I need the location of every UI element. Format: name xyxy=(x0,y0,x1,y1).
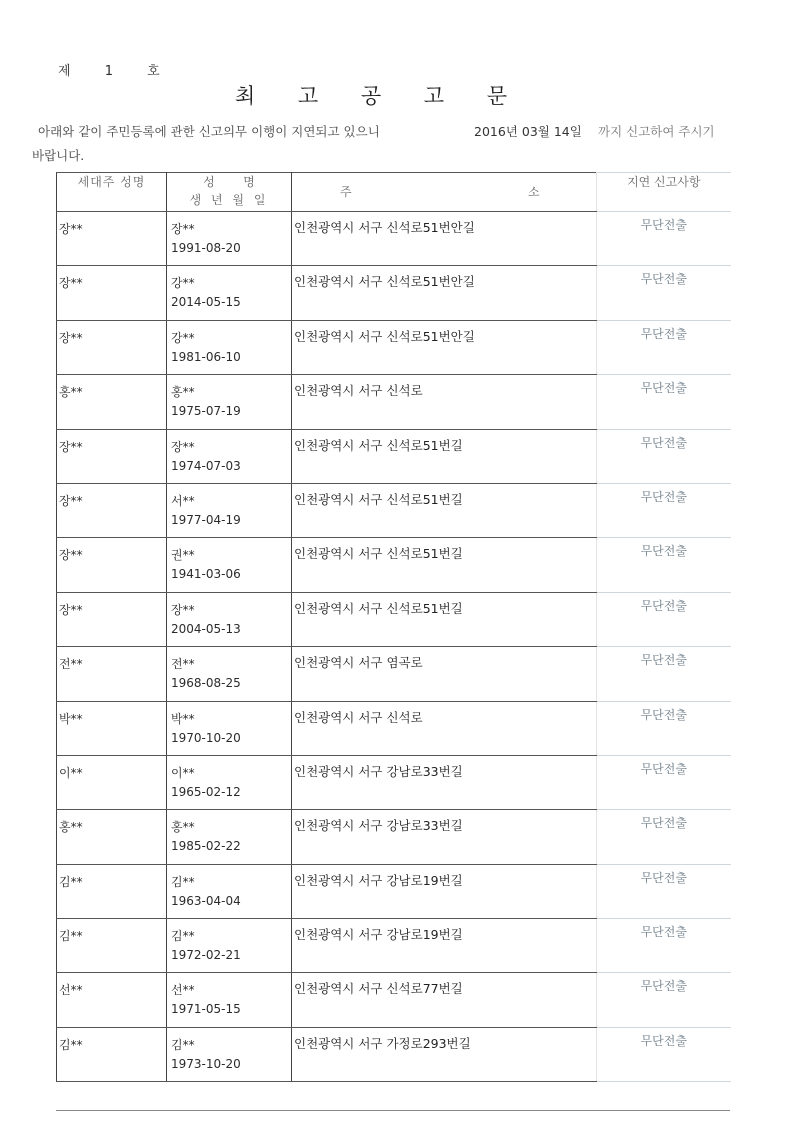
delay-reason-text: 무단전출 xyxy=(640,326,687,341)
header-delay-reason: 지연 신고사항 xyxy=(597,173,731,212)
birth-date: 1971-05-15 xyxy=(171,1002,241,1017)
header-address xyxy=(292,173,597,212)
intro-line-1: 아래와 같이 주민등록에 관한 신고의무 이행이 지연되고 있으니 xyxy=(38,124,380,139)
household-head-cell xyxy=(57,212,167,266)
household-head-cell xyxy=(57,538,167,592)
household-head-cell xyxy=(57,483,167,537)
address-text: 인천광역시 서구 가정로293번길 xyxy=(294,1035,471,1051)
header-birth: 생 년 월 일 xyxy=(189,193,269,207)
delay-reason-cell xyxy=(597,483,731,537)
household-head-name: 김** xyxy=(59,874,83,889)
resident-name: 선** xyxy=(171,983,195,998)
table-row xyxy=(57,864,731,918)
resident-name: 권** xyxy=(171,548,195,563)
household-head-cell xyxy=(57,919,167,973)
resident-name: 홍** xyxy=(171,385,195,400)
name-birth-cell xyxy=(167,483,292,537)
household-head-name: 장** xyxy=(59,276,83,291)
address-text: 인천광역시 서구 신석로51번길 xyxy=(294,437,463,453)
address-text: 인천광역시 서구 신석로51번안길 xyxy=(294,274,475,290)
household-head-cell xyxy=(57,320,167,374)
address-cell xyxy=(292,647,597,701)
doc-number-prefix: 제 xyxy=(58,64,73,79)
address-text: 인천광역시 서구 강남로33번길 xyxy=(294,763,463,779)
birth-date: 1968-08-25 xyxy=(171,676,241,691)
delay-reason-cell xyxy=(597,810,731,864)
birth-date: 1985-02-22 xyxy=(171,839,241,854)
address-cell xyxy=(292,375,597,429)
address-cell xyxy=(292,755,597,809)
delay-reason-cell xyxy=(597,375,731,429)
name-birth-cell xyxy=(167,864,292,918)
address-cell xyxy=(292,320,597,374)
delay-reason-cell xyxy=(597,320,731,374)
name-birth-cell xyxy=(167,429,292,483)
household-head-cell xyxy=(57,1027,167,1081)
table-row xyxy=(57,592,731,646)
address-cell xyxy=(292,429,597,483)
deadline-date: 2016년 03월 14일 xyxy=(474,124,582,139)
household-head-cell xyxy=(57,266,167,320)
table-row xyxy=(57,538,731,592)
household-head-cell xyxy=(57,810,167,864)
address-text: 인천광역시 서구 신석로51번안길 xyxy=(294,220,475,235)
resident-name: 강** xyxy=(171,330,195,345)
household-head-name: 장** xyxy=(59,439,83,454)
delay-reason-text: 무단전출 xyxy=(640,925,687,940)
resident-name: 이** xyxy=(171,765,195,780)
address-text: 인천광역시 서구 신석로51번길 xyxy=(294,600,463,616)
address-cell xyxy=(292,919,597,973)
address-text: 인천광역시 서구 염곡로 xyxy=(294,655,423,671)
household-head-name: 장** xyxy=(59,602,83,617)
delay-reason-cell xyxy=(597,973,731,1027)
name-birth-cell xyxy=(167,1027,292,1081)
table-row xyxy=(57,212,731,266)
birth-date: 2004-05-13 xyxy=(171,621,241,636)
header-address-char-1: 주 xyxy=(340,185,352,199)
delay-reason-cell xyxy=(597,266,731,320)
birth-date: 1974-07-03 xyxy=(171,458,241,473)
intro-paragraph xyxy=(38,122,715,140)
birth-date: 1975-07-19 xyxy=(171,404,241,419)
delay-reason-text: 무단전출 xyxy=(640,489,687,504)
address-cell xyxy=(292,973,597,1027)
resident-name: 김** xyxy=(171,929,195,944)
page-title: 최 고 공 고 문 xyxy=(234,84,526,108)
resident-name: 박** xyxy=(171,711,195,726)
household-head-name: 전** xyxy=(59,657,83,672)
resident-name: 장** xyxy=(171,222,195,236)
birth-date: 1972-02-21 xyxy=(171,948,241,963)
delay-reason-cell xyxy=(597,212,731,266)
delay-reason-cell xyxy=(597,1027,731,1081)
household-head-cell xyxy=(57,429,167,483)
name-birth-cell xyxy=(167,647,292,701)
delay-reason-cell xyxy=(597,538,731,592)
delay-reason-text: 무단전출 xyxy=(640,870,687,885)
table-row xyxy=(57,1027,731,1081)
delay-reason-text: 무단전출 xyxy=(640,272,687,287)
household-head-name: 선** xyxy=(59,983,83,998)
address-text: 인천광역시 서구 신석로51번길 xyxy=(294,546,463,562)
address-cell xyxy=(292,266,597,320)
table-row xyxy=(57,810,731,864)
address-cell xyxy=(292,212,597,266)
table-row xyxy=(57,429,731,483)
household-head-name: 김** xyxy=(59,929,83,944)
birth-date: 1965-02-12 xyxy=(171,784,241,799)
table-header-row xyxy=(57,173,731,212)
household-head-cell xyxy=(57,755,167,809)
household-head-name: 홍** xyxy=(59,385,83,400)
resident-name: 전** xyxy=(171,657,195,672)
address-cell xyxy=(292,538,597,592)
table-row xyxy=(57,266,731,320)
header-name-char-1: 성 xyxy=(203,175,215,189)
delay-reason-cell xyxy=(597,701,731,755)
delay-reason-text: 무단전출 xyxy=(640,1033,687,1048)
doc-number-value: 1 xyxy=(104,64,115,79)
resident-name: 장** xyxy=(171,439,195,454)
name-birth-cell xyxy=(167,919,292,973)
household-head-name: 장** xyxy=(59,222,83,236)
resident-name: 김** xyxy=(171,874,195,889)
notice-table xyxy=(56,172,731,1082)
household-head-cell xyxy=(57,864,167,918)
household-head-name: 김** xyxy=(59,1037,83,1052)
table-row xyxy=(57,483,731,537)
birth-date: 1941-03-06 xyxy=(171,567,241,582)
delay-reason-text: 무단전출 xyxy=(640,653,687,668)
delay-reason-cell xyxy=(597,592,731,646)
name-birth-cell xyxy=(167,701,292,755)
address-cell xyxy=(292,483,597,537)
birth-date: 1981-06-10 xyxy=(171,349,241,364)
household-head-cell xyxy=(57,592,167,646)
address-text: 인천광역시 서구 신석로77번길 xyxy=(294,981,463,997)
table-row xyxy=(57,973,731,1027)
address-text: 인천광역시 서구 신석로 xyxy=(294,709,423,725)
table-row xyxy=(57,919,731,973)
table-row xyxy=(57,755,731,809)
household-head-name: 이** xyxy=(59,765,83,780)
resident-name: 홍** xyxy=(171,820,195,835)
name-birth-cell xyxy=(167,212,292,266)
header-name-char-2: 명 xyxy=(243,175,255,189)
household-head-cell xyxy=(57,701,167,755)
header-household-head: 세대주 성명 xyxy=(57,173,167,212)
delay-reason-text: 무단전출 xyxy=(640,707,687,722)
address-cell xyxy=(292,864,597,918)
name-birth-cell xyxy=(167,755,292,809)
header-name-birth xyxy=(167,173,292,212)
birth-date: 2014-05-15 xyxy=(171,295,241,310)
birth-date: 1977-04-19 xyxy=(171,512,241,527)
address-text: 인천광역시 서구 신석로51번길 xyxy=(294,491,463,507)
address-text: 인천광역시 서구 신석로 xyxy=(294,383,423,399)
household-head-cell xyxy=(57,647,167,701)
address-text: 인천광역시 서구 신석로51번안길 xyxy=(294,328,475,344)
delay-reason-text: 무단전출 xyxy=(640,435,687,450)
table-row xyxy=(57,647,731,701)
birth-date: 1973-10-20 xyxy=(171,1056,241,1071)
resident-name: 장** xyxy=(171,602,195,617)
name-birth-cell xyxy=(167,810,292,864)
intro-line-2: 바랍니다. xyxy=(32,148,85,163)
delay-reason-cell xyxy=(597,755,731,809)
birth-date: 1963-04-04 xyxy=(171,893,241,908)
household-head-name: 박** xyxy=(59,711,83,726)
table-row xyxy=(57,701,731,755)
header-address-char-2: 소 xyxy=(528,185,540,199)
table-row xyxy=(57,375,731,429)
delay-reason-text: 무단전출 xyxy=(640,816,687,831)
table-row xyxy=(57,320,731,374)
resident-name: 김** xyxy=(171,1037,195,1052)
delay-reason-text: 무단전출 xyxy=(640,979,687,994)
household-head-name: 장** xyxy=(59,330,83,345)
delay-reason-text: 무단전출 xyxy=(640,381,687,396)
document-number xyxy=(58,60,188,79)
name-birth-cell xyxy=(167,592,292,646)
birth-date: 1991-08-20 xyxy=(171,241,241,255)
footer-rule xyxy=(56,1110,730,1111)
doc-number-suffix: 호 xyxy=(147,64,162,79)
name-birth-cell xyxy=(167,266,292,320)
household-head-name: 홍** xyxy=(59,820,83,835)
address-cell xyxy=(292,810,597,864)
address-text: 인천광역시 서구 강남로33번길 xyxy=(294,818,463,834)
address-cell xyxy=(292,701,597,755)
household-head-name: 장** xyxy=(59,548,83,563)
delay-reason-cell xyxy=(597,429,731,483)
resident-name: 강** xyxy=(171,276,195,291)
name-birth-cell xyxy=(167,375,292,429)
household-head-cell xyxy=(57,375,167,429)
name-birth-cell xyxy=(167,538,292,592)
address-cell xyxy=(292,1027,597,1081)
resident-name: 서** xyxy=(171,493,195,508)
name-birth-cell xyxy=(167,973,292,1027)
delay-reason-cell xyxy=(597,647,731,701)
birth-date: 1970-10-20 xyxy=(171,730,241,745)
name-birth-cell xyxy=(167,320,292,374)
household-head-name: 장** xyxy=(59,493,83,508)
address-text: 인천광역시 서구 강남로19번길 xyxy=(294,927,463,943)
delay-reason-text: 무단전출 xyxy=(640,761,687,776)
delay-reason-cell xyxy=(597,919,731,973)
intro-line-1-tail: 까지 신고하여 주시기 xyxy=(598,124,715,139)
household-head-cell xyxy=(57,973,167,1027)
address-text: 인천광역시 서구 강남로19번길 xyxy=(294,872,463,888)
delay-reason-text: 무단전출 xyxy=(640,598,687,613)
delay-reason-cell xyxy=(597,864,731,918)
delay-reason-text: 무단전출 xyxy=(640,218,687,232)
delay-reason-text: 무단전출 xyxy=(640,544,687,559)
address-cell xyxy=(292,592,597,646)
